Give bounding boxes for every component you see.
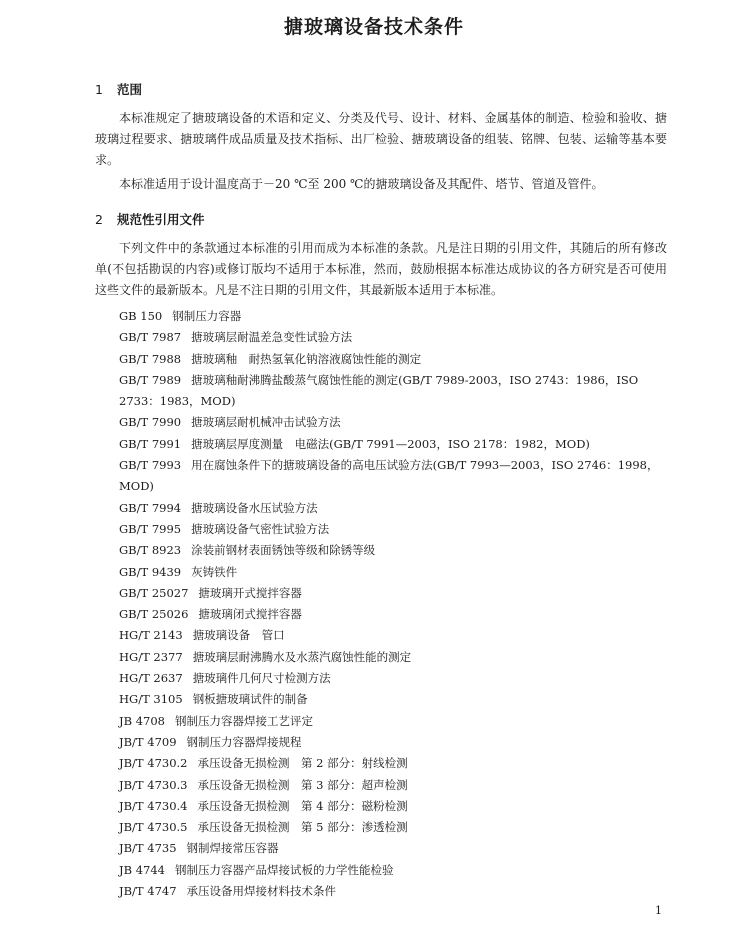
reference-code: GB/T 25026	[119, 607, 189, 622]
reference-item	[95, 455, 675, 498]
reference-code: HG/T 3105	[119, 692, 183, 707]
reference-code: JB/T 4730.2	[119, 756, 188, 771]
reference-title: 涂装前钢材表面锈蚀等级和除锈等级	[191, 543, 376, 558]
reference-title: 搪玻璃层耐机械冲击试验方法	[191, 415, 341, 430]
reference-title: 搪玻璃开式搅拌容器	[198, 585, 302, 600]
reference-title: 搪玻璃闭式搅拌容器	[198, 607, 302, 622]
reference-code: GB/T 7993	[119, 458, 182, 473]
reference-code: JB/T 4730.3	[119, 777, 188, 792]
section-2-heading	[95, 210, 205, 228]
reference-title: 搪玻璃层厚度测量 电磁法(GB/T 7991—2003，ISO 2178：1982，MOD)	[191, 436, 590, 451]
reference-code: JB 4744	[119, 862, 165, 877]
reference-code: HG/T 2637	[119, 671, 183, 686]
reference-item	[95, 711, 675, 732]
reference-title: 搪玻璃设备水压试验方法	[191, 500, 318, 515]
reference-title: 搪玻璃件几何尺寸检测方法	[192, 671, 331, 686]
reference-code: GB/T 25027	[119, 585, 189, 600]
reference-item	[95, 540, 675, 561]
reference-title: 搪玻璃釉 耐热氢氧化钠溶液腐蚀性能的测定	[191, 351, 422, 366]
reference-title: 灰铸铁件	[191, 564, 238, 579]
reference-title: 钢制焊接常压容器	[186, 841, 279, 856]
reference-code: HG/T 2377	[119, 649, 183, 664]
reference-item	[95, 498, 675, 519]
reference-code: JB/T 4730.4	[119, 798, 188, 813]
reference-code: GB/T 9439	[119, 564, 182, 579]
reference-title: 承压设备无损检测 第 3 部分：超声检测	[197, 777, 408, 792]
section-title: 规范性引用文件	[117, 212, 205, 227]
reference-code: GB/T 7989	[119, 372, 182, 387]
reference-code: GB/T 7994	[119, 500, 182, 515]
reference-title: 承压设备无损检测 第 2 部分：射线检测	[197, 756, 408, 771]
reference-item	[95, 753, 675, 774]
section-title: 范围	[117, 82, 143, 97]
reference-code: GB 150	[119, 309, 163, 323]
reference-item	[95, 434, 675, 455]
reference-item	[95, 349, 675, 370]
reference-item	[95, 562, 675, 583]
reference-item	[95, 796, 675, 817]
reference-title: 搪玻璃设备气密性试验方法	[191, 521, 330, 536]
reference-code: GB/T 7987	[119, 330, 182, 345]
reference-code: HG/T 2143	[119, 628, 183, 643]
reference-title: 承压设备无损检测 第 4 部分：磁粉检测	[197, 798, 408, 813]
reference-title: 用在腐蚀条件下的搪玻璃设备的高电压试验方法(GB/T 7993—2003，ISO 2746：1998，MOD)	[119, 458, 659, 494]
reference-code: JB/T 4730.5	[119, 820, 188, 835]
reference-title: 钢制压力容器产品焊接试板的力学性能检验	[174, 862, 394, 877]
reference-title: 钢板搪玻璃试件的制备	[192, 692, 308, 707]
reference-item	[95, 327, 675, 348]
reference-item	[95, 604, 675, 625]
section-number: 2	[95, 212, 103, 227]
reference-code: JB/T 4709	[119, 734, 177, 749]
references-intro: 下列文件中的条款通过本标准的引用而成为本标准的条款。凡是注日期的引用文件，其随后的所有修改单(不包括勘误的内容)或修订版均不适用于本标准，然而，鼓励根据本标准达成协议的各方研究是否可使用这些文件的最新版本。凡是不注日期的引用文件，其最新版本适用于本标准。	[95, 241, 667, 297]
reference-code: GB/T 8923	[119, 543, 182, 558]
reference-item	[95, 625, 675, 646]
reference-item	[95, 860, 675, 881]
reference-code: GB/T 7995	[119, 521, 182, 536]
reference-code: GB/T 7991	[119, 436, 182, 451]
reference-title: 搪玻璃设备 管口	[192, 628, 285, 643]
reference-item	[95, 583, 675, 604]
reference-list	[95, 306, 675, 902]
page-title: 搪玻璃设备技术条件	[283, 16, 464, 38]
reference-item	[95, 668, 675, 689]
reference-code: JB/T 4747	[119, 884, 177, 899]
reference-item	[95, 689, 675, 710]
reference-code: JB 4708	[119, 713, 165, 728]
reference-item	[95, 647, 675, 668]
reference-code: JB/T 4735	[119, 841, 177, 856]
reference-item	[95, 775, 675, 796]
reference-code: GB/T 7990	[119, 415, 182, 430]
reference-title: 承压设备无损检测 第 5 部分：渗透检测	[197, 820, 408, 835]
reference-item	[95, 306, 675, 327]
reference-title: 承压设备用焊接材料技术条件	[186, 884, 337, 899]
scope-paragraph-1: 本标准规定了搪玻璃设备的术语和定义、分类及代号、设计、材料、金属基体的制造、检验和验收、搪玻璃过程要求、搪玻璃件成品质量及技术指标、出厂检验、搪玻璃设备的组装、铭牌、包装、运输等基本要求。	[95, 111, 667, 167]
section-number: 1	[95, 82, 103, 97]
reference-code: GB/T 7988	[119, 351, 182, 366]
reference-item	[95, 519, 675, 540]
reference-item	[95, 732, 675, 753]
reference-item	[95, 412, 675, 433]
reference-item	[95, 881, 675, 902]
reference-item	[95, 370, 675, 413]
reference-item	[95, 838, 675, 859]
reference-title: 钢制压力容器焊接工艺评定	[174, 713, 313, 728]
reference-item	[95, 817, 675, 838]
reference-title: 钢制压力容器焊接规程	[186, 734, 302, 749]
reference-title: 搪玻璃层耐温差急变性试验方法	[191, 330, 353, 345]
reference-title: 搪玻璃釉耐沸腾盐酸蒸气腐蚀性能的测定(GB/T 7989-2003，ISO 2743：1986，ISO 2733：1983，MOD)	[119, 372, 639, 409]
reference-title: 钢制压力容器	[172, 309, 242, 323]
scope-paragraph-2: 本标准适用于设计温度高于－20 ℃至 200 ℃的搪玻璃设备及其配件、塔节、管道及管件。	[119, 177, 604, 191]
page-number: 1	[655, 904, 662, 917]
reference-title: 搪玻璃层耐沸腾水及水蒸汽腐蚀性能的测定	[192, 649, 412, 664]
section-1-heading	[95, 80, 142, 98]
